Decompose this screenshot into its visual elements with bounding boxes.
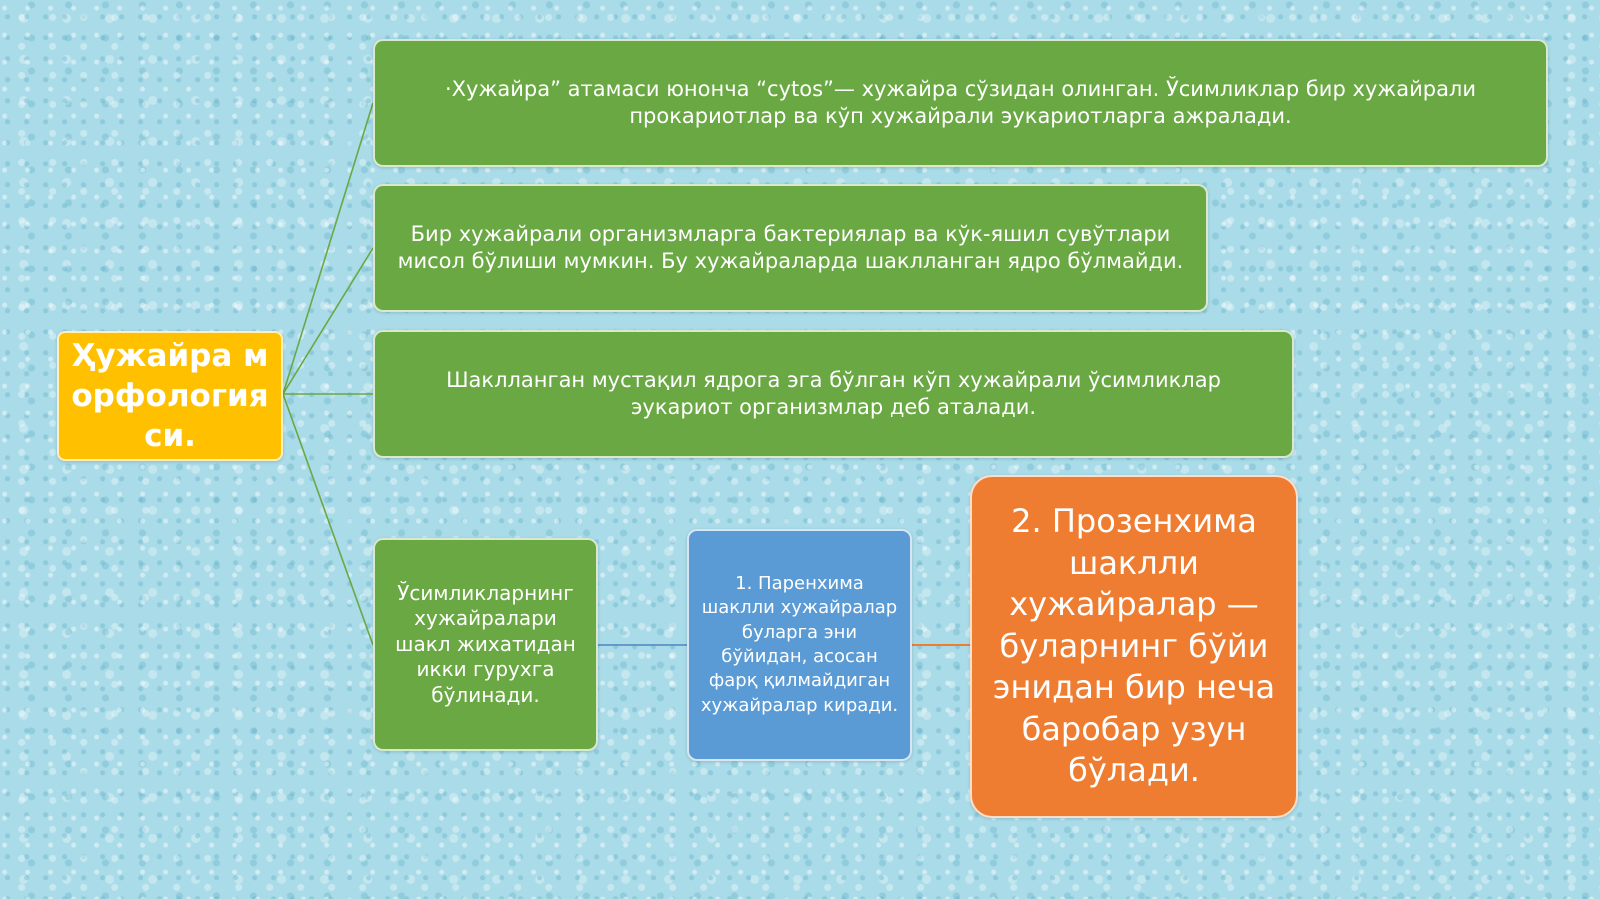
box-text: Бир хужайрали организмларга бактериялар ва кўк-яшил сувўтлари мисол бўлиши мумкин. Бу хужайраларда шаклланган ядро бўлмайди. xyxy=(397,222,1184,273)
box-text: 1. Паренхима шаклли хужайралар буларга эни бўйидан, асосан фарқ қилмайдиган хужайралар киради. xyxy=(700,573,899,716)
box-text: Ўсимликларнинг хужайралари шакл жихатидан икки гурухга бўлинади. xyxy=(395,580,576,707)
box-text: 2. Прозенхима шаклли хужайралар — буларнинг бўйи энидан бир неча баробар узун бўлади. xyxy=(992,501,1276,790)
box-text: ·Хужайра” атамаси юнонча “cytos”— хужайра сўзидан олинган. Ўсимликлар бир хужайрали прокариотлар ва кўп хужайрали эукариотларга ажралади. xyxy=(444,77,1477,128)
box-unicellular-organisms xyxy=(373,184,1208,312)
box-text: Шаклланган мустақил ядрога эга бўлган кўп хужайрали ўсимликлар эукариот организмлар деб аталади. xyxy=(446,368,1221,419)
box-parenchyma-cells xyxy=(687,529,912,761)
connector-root-b1 xyxy=(283,103,373,394)
root-topic-box xyxy=(57,331,283,461)
connector-root-b2 xyxy=(283,248,373,394)
connector-root-b4 xyxy=(283,394,373,645)
box-eukaryotic-organisms xyxy=(373,330,1294,458)
box-cell-term-definition xyxy=(373,39,1548,167)
box-cell-shape-groups xyxy=(373,538,598,751)
box-prosenchyma-cells xyxy=(970,475,1298,818)
root-topic-label: Ҳужайра морфологияси. xyxy=(71,337,269,455)
